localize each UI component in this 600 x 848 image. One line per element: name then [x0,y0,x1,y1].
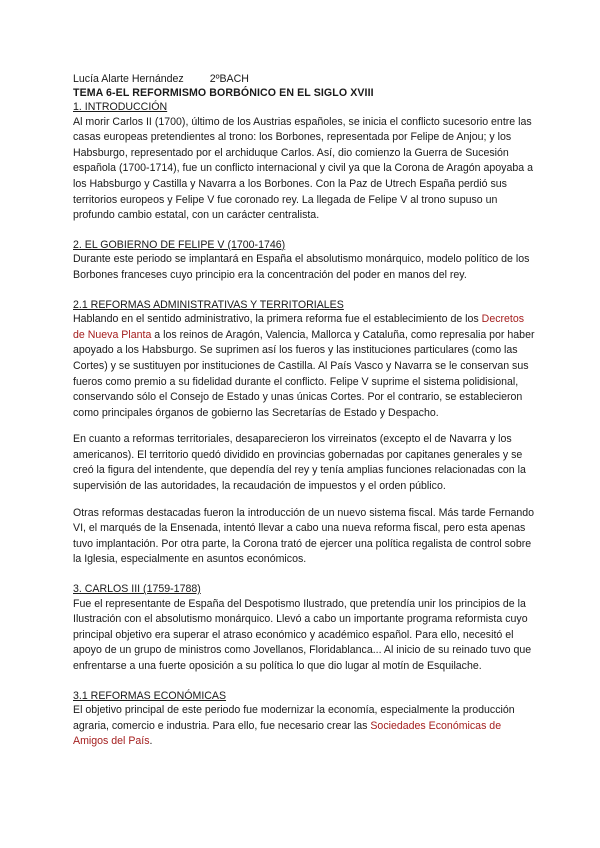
section-carlos-iii [73,582,538,675]
paragraph: Al morir Carlos II (1700), último de los Austrias españoles, se inicia el conflicto sucesorio entre las casas europeas pretendientes al trono: los Borbones, representada por Felipe de Anjou; y los Habsburgo, representado por el archiduque Carlos. Así, dio comienzo la Guerra de Sucesión española (1700-1714), fue un conflicto internacional y civil ya que la Corona de Aragón apoyaba a los Habsburgo y Castilla y Navarra a los Borbones. Con la Paz de Utrech España perdió sus territorios europeos y Felipe V fue coronado rey. La llegada de Felipe V al trono supuso un profundo cambio estatal, con un carácter centralista. [73,115,533,222]
sociedades-economicas-link[interactable]: Sociedades Económicas de Amigos del País [73,719,502,748]
paragraph: Fue el representante de España del Despotismo Ilustrado, que pretendía unir los principios de la Ilustración con el absolutismo monárquico. Llevó a cabo un importante programa reformista cuyo principal objetivo era superar el atraso económico y académico español. Para ello, necesitó el apoyo de un grupo de ministros como Jovellanos, Floridablanca... Al inicio de su reinado tuvo que enfrentarse a una fuerte oposición a su política lo que dio lugar al motín de Esquilache. [73,597,532,672]
paragraph: Otras reformas destacadas fueron la introducción de un nuevo sistema fiscal. Más tarde Fernando VI, el marqués de la Ensenada, intentó llevar a cabo una nueva reforma fiscal, pero esta apenas tuvo implantación. Por otra parte, la Corona trató de ejercer una política regalista de control sobre la Iglesia, especialmente en asuntos económicos. [73,506,535,566]
text-run: . [149,735,153,748]
section-heading: 1. INTRODUCCIÓN [73,101,168,113]
course-label: 2ºBACH [209,73,249,85]
decretos-nueva-planta-link[interactable]: Decretos de Nueva Planta [73,313,525,341]
section-heading: 3.1 REFORMAS ECONÓMICAS [73,689,227,702]
section-introduccion [73,100,538,224]
paragraph [73,703,538,750]
text-run: a los reinos de Aragón, Valencia, Mallorca y Cataluña, como represalia por haber apoyado a los Habsburgo. Se suprimen así los fueros y las instituciones particulares (como las Cortes) y se sustituyen por instituciones de Castilla. Al País Vasco y Navarra se le conservan sus fueros como premio a su fidelidad durante el conflicto. Felipe V suprime el sistema polidisional, conservando sólo el Consejo de Estado y unas únicas Cortes. Por el contrario, se establecieron como principales órganos de gobierno las Secretarías de Estado y Despacho. [73,328,535,419]
document-title: TEMA 6-EL REFORMISMO BORBÓNICO EN EL SIGLO XVIII [73,87,374,99]
header-line [73,72,538,87]
paragraph: Durante este periodo se implantará en España el absolutismo monárquico, modelo político de los Borbones franceses cuyo principio era la concentración del poder en manos del rey. [73,253,530,281]
text-run: El objetivo principal de este periodo fue modernizar la economía, especialmente la producción agraria, comercio e industria. Para ello, fue necesario crear las [73,704,515,732]
section-gobierno-felipe [73,238,538,284]
section-heading: 2. EL GOBIERNO DE FELIPE V (1700-1746) [73,238,286,251]
section-reformas-administrativas [73,298,538,569]
section-heading: 2.1 REFORMAS ADMINISTRATIVAS Y TERRITORIALES [73,298,344,311]
author-name: Lucía Alarte Hernández [73,73,184,85]
paragraph [73,312,538,421]
text-run: Hablando en el sentido administrativo, la primera reforma fue el establecimiento de los [73,313,482,326]
paragraph: En cuanto a reformas territoriales, desaparecieron los virreinatos (excepto el de Navarra y los americanos). El territorio quedó dividido en provincias gobernadas por capitanes generales y se creó la figura del intendente, que dependía del rey y tenía amplias funciones relacionadas con la supervisión de las autoridades, la recaudación de impuestos y el orden público. [73,433,526,493]
section-heading: 3. CARLOS III (1759-1788) [73,583,201,596]
section-reformas-economicas [73,689,538,750]
